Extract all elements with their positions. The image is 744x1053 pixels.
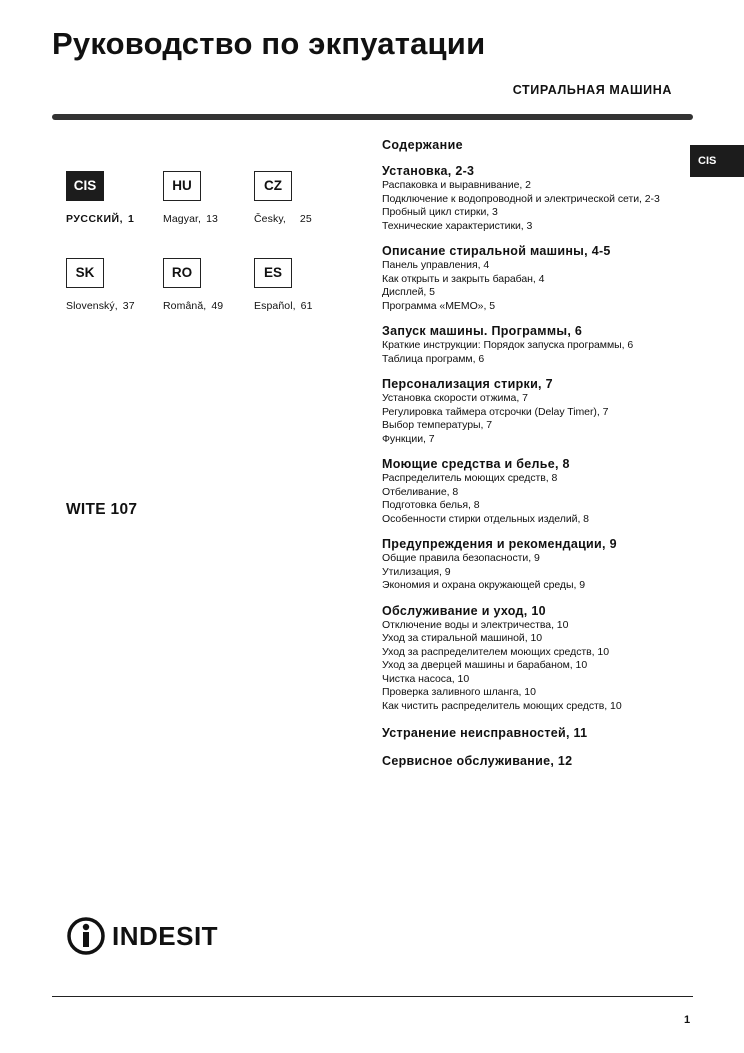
toc-section-maintenance: [382, 604, 682, 714]
toc-item[interactable]: Уход за стиральной машиной, 10: [382, 632, 543, 644]
toc-item[interactable]: Общие правила безопасности, 9: [382, 552, 540, 564]
toc-section-title[interactable]: Описание стиральной машины, 4-5: [382, 244, 611, 258]
toc-item[interactable]: Выбор температуры, 7: [382, 419, 493, 431]
toc-heading: Содержание: [382, 138, 464, 152]
product-type: СТИРАЛЬНАЯ МАШИНА: [512, 83, 672, 97]
toc-item[interactable]: Распределитель моющих средств, 8: [382, 472, 558, 484]
language-ro[interactable]: [163, 258, 223, 312]
toc-item[interactable]: Чистка насоса, 10: [382, 672, 470, 685]
language-code-box: RO: [163, 258, 201, 288]
toc-item[interactable]: Функции, 7: [382, 432, 435, 445]
toc-section-title[interactable]: Устранение неисправностей, 11: [382, 726, 588, 740]
toc-section-detergents: [382, 457, 682, 526]
language-cz[interactable]: [254, 171, 312, 225]
language-code-box: HU: [163, 171, 201, 201]
toc-item[interactable]: Уход за дверцей машины и барабаном, 10: [382, 659, 588, 671]
language-cis[interactable]: [66, 171, 134, 225]
toc-item[interactable]: Технические характеристики, 3: [382, 219, 533, 232]
toc-item[interactable]: Регулировка таймера отсрочки (Delay Timer), 7: [382, 405, 609, 418]
brand-name: INDESIT: [112, 920, 219, 951]
toc-section-title[interactable]: Предупреждения и рекомендации, 9: [382, 537, 617, 551]
toc-section-service: [382, 754, 682, 769]
language-label: Română, 49: [163, 300, 224, 312]
toc-item[interactable]: Проверка заливного шланга, 10: [382, 686, 536, 698]
toc-item[interactable]: Утилизация, 9: [382, 565, 451, 578]
language-label: Slovenský, 37: [66, 300, 135, 312]
language-code-box: SK: [66, 258, 104, 288]
toc-item[interactable]: Подключение к водопроводной и электрической сети, 2-3: [382, 192, 660, 205]
toc-section-title[interactable]: Моющие средства и белье, 8: [382, 457, 570, 471]
toc-item[interactable]: Установка скорости отжима, 7: [382, 392, 528, 404]
toc-section-start: [382, 324, 682, 366]
language-es[interactable]: [254, 258, 313, 312]
toc-section-title[interactable]: Персонализация стирки, 7: [382, 377, 553, 391]
toc-section-title[interactable]: Обслуживание и уход, 10: [382, 603, 546, 618]
toc-item[interactable]: Отключение воды и электричества, 10: [382, 618, 569, 631]
toc-item[interactable]: Уход за распределителем моющих средств, 10: [382, 645, 609, 658]
toc-item[interactable]: Панель управления, 4: [382, 259, 490, 271]
page-title: Руководство по экпуатации: [52, 26, 486, 61]
toc-item[interactable]: Подготовка белья, 8: [382, 499, 480, 511]
toc-item[interactable]: Таблица программ, 6: [382, 352, 485, 365]
toc-section-warnings: [382, 537, 682, 593]
table-of-contents: [382, 138, 682, 780]
toc-section-title[interactable]: Сервисное обслуживание, 12: [382, 754, 573, 768]
language-label: Español, 61: [254, 300, 313, 312]
toc-item[interactable]: Как открыть и закрыть барабан, 4: [382, 272, 545, 285]
toc-item[interactable]: Отбеливание, 8: [382, 485, 459, 498]
toc-item[interactable]: Как чистить распределитель моющих средств, 10: [382, 699, 622, 712]
language-label: Magyar, 13: [163, 213, 218, 225]
language-code-box: ES: [254, 258, 292, 288]
toc-section-personalisation: [382, 377, 682, 446]
header-divider: [52, 114, 693, 120]
toc-item[interactable]: Дисплей, 5: [382, 286, 435, 298]
toc-section-title[interactable]: Установка, 2-3: [382, 164, 475, 178]
toc-item[interactable]: Экономия и охрана окружающей среды, 9: [382, 579, 586, 591]
page-number: 1: [684, 1014, 691, 1026]
toc-section-troubleshooting: [382, 726, 682, 741]
indesit-logo-icon: [66, 916, 106, 956]
toc-item[interactable]: Особенности стирки отдельных изделий, 8: [382, 512, 589, 525]
toc-item[interactable]: Краткие инструкции: Порядок запуска программы, 6: [382, 339, 634, 351]
language-hu[interactable]: [163, 171, 218, 225]
language-code-box: CIS: [66, 171, 104, 201]
language-label: Česky, 25: [254, 213, 312, 225]
brand-logo: [66, 916, 218, 956]
language-label: РУССКИЙ, 1: [66, 213, 135, 225]
toc-item[interactable]: Программа «MEMO», 5: [382, 299, 495, 312]
toc-item[interactable]: Пробный цикл стирки, 3: [382, 206, 498, 218]
toc-section-title[interactable]: Запуск машины. Программы, 6: [382, 324, 583, 338]
language-code-box: CZ: [254, 171, 292, 201]
language-sk[interactable]: [66, 258, 135, 312]
toc-item[interactable]: Распаковка и выравнивание, 2: [382, 179, 531, 191]
language-side-tab: CIS: [690, 145, 744, 177]
model-name: WITE 107: [66, 501, 138, 518]
toc-section-installation: [382, 164, 682, 233]
toc-section-description: [382, 244, 682, 313]
footer-divider: [52, 996, 693, 997]
